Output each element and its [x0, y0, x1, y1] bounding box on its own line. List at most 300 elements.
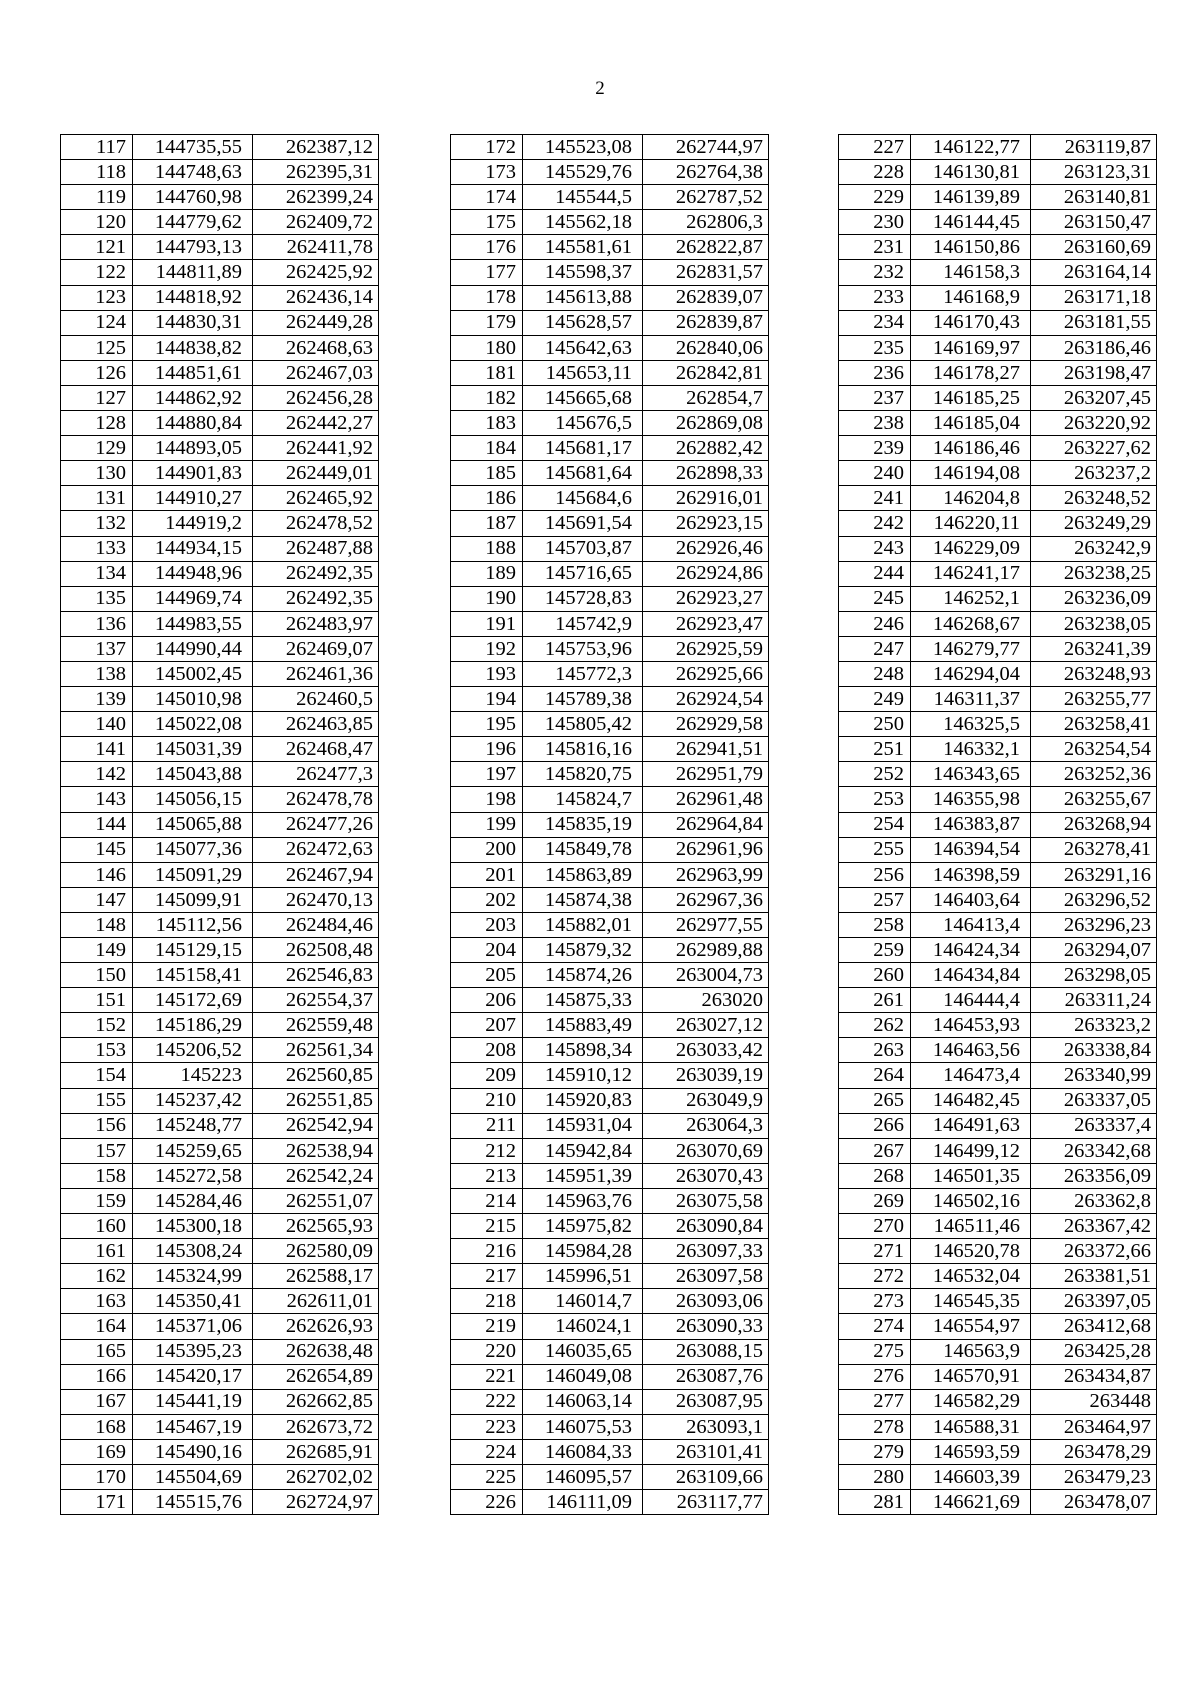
- table-row: [839, 687, 1157, 712]
- y-coordinate-cell: 263340,99: [1031, 1063, 1157, 1088]
- point-number-cell: 270: [839, 1214, 911, 1239]
- x-coordinate-cell: 145420,17: [133, 1364, 253, 1389]
- point-number-cell: 231: [839, 235, 911, 260]
- x-coordinate-cell: 146511,46: [911, 1214, 1031, 1239]
- table-row: [61, 1364, 379, 1389]
- table-row: [451, 1038, 769, 1063]
- point-number-cell: 217: [451, 1264, 523, 1289]
- table-row: [451, 1013, 769, 1038]
- point-number-cell: 192: [451, 636, 523, 661]
- x-coordinate-cell: 145223: [133, 1063, 253, 1088]
- table-row: [451, 511, 769, 536]
- point-number-cell: 246: [839, 611, 911, 636]
- point-number-cell: 207: [451, 1013, 523, 1038]
- table-row: [451, 787, 769, 812]
- x-coordinate-cell: 145789,38: [523, 687, 643, 712]
- point-number-cell: 225: [451, 1464, 523, 1489]
- point-number-cell: 184: [451, 436, 523, 461]
- point-number-cell: 150: [61, 963, 133, 988]
- table-row: [61, 360, 379, 385]
- y-coordinate-cell: 263140,81: [1031, 185, 1157, 210]
- y-coordinate-cell: 262611,01: [253, 1289, 379, 1314]
- x-coordinate-cell: 145206,52: [133, 1038, 253, 1063]
- y-coordinate-cell: 262492,35: [253, 586, 379, 611]
- table-row: [839, 486, 1157, 511]
- x-coordinate-cell: 145691,54: [523, 511, 643, 536]
- table-row: [61, 411, 379, 436]
- table-row: [61, 963, 379, 988]
- y-coordinate-cell: 262468,63: [253, 335, 379, 360]
- y-coordinate-cell: 263109,66: [643, 1464, 769, 1489]
- point-number-cell: 193: [451, 661, 523, 686]
- x-coordinate-cell: 146014,7: [523, 1289, 643, 1314]
- x-coordinate-cell: 146194,08: [911, 461, 1031, 486]
- x-coordinate-cell: 145835,19: [523, 812, 643, 837]
- x-coordinate-cell: 146554,97: [911, 1314, 1031, 1339]
- y-coordinate-cell: 263291,16: [1031, 862, 1157, 887]
- table-row: [61, 1439, 379, 1464]
- x-coordinate-cell: 145753,96: [523, 636, 643, 661]
- x-coordinate-cell: 145324,99: [133, 1264, 253, 1289]
- x-coordinate-cell: 145681,64: [523, 461, 643, 486]
- table-row: [61, 586, 379, 611]
- table-row: [451, 636, 769, 661]
- point-number-cell: 220: [451, 1339, 523, 1364]
- x-coordinate-cell: 144934,15: [133, 536, 253, 561]
- point-number-cell: 148: [61, 912, 133, 937]
- table-row: [839, 135, 1157, 160]
- point-number-cell: 260: [839, 963, 911, 988]
- table-row: [61, 1063, 379, 1088]
- x-coordinate-cell: 146024,1: [523, 1314, 643, 1339]
- point-number-cell: 279: [839, 1439, 911, 1464]
- y-coordinate-cell: 262477,3: [253, 762, 379, 787]
- y-coordinate-cell: 262806,3: [643, 210, 769, 235]
- y-coordinate-cell: 263258,41: [1031, 712, 1157, 737]
- y-coordinate-cell: 262967,36: [643, 887, 769, 912]
- y-coordinate-cell: 262839,87: [643, 310, 769, 335]
- table-row: [451, 1264, 769, 1289]
- point-number-cell: 145: [61, 837, 133, 862]
- table-row: [451, 1339, 769, 1364]
- table-row: [839, 661, 1157, 686]
- y-coordinate-cell: 262925,59: [643, 636, 769, 661]
- point-number-cell: 212: [451, 1138, 523, 1163]
- x-coordinate-cell: 145874,26: [523, 963, 643, 988]
- y-coordinate-cell: 263464,97: [1031, 1414, 1157, 1439]
- table-row: [61, 310, 379, 335]
- x-coordinate-cell: 145598,37: [523, 260, 643, 285]
- x-coordinate-cell: 146229,09: [911, 536, 1031, 561]
- point-number-cell: 119: [61, 185, 133, 210]
- point-number-cell: 190: [451, 586, 523, 611]
- point-number-cell: 245: [839, 586, 911, 611]
- y-coordinate-cell: 263412,68: [1031, 1314, 1157, 1339]
- y-coordinate-cell: 262898,33: [643, 461, 769, 486]
- table-row: [61, 1013, 379, 1038]
- point-number-cell: 141: [61, 737, 133, 762]
- x-coordinate-cell: 146311,37: [911, 687, 1031, 712]
- x-coordinate-cell: 145816,16: [523, 737, 643, 762]
- point-number-cell: 178: [451, 285, 523, 310]
- point-number-cell: 267: [839, 1138, 911, 1163]
- y-coordinate-cell: 263236,09: [1031, 586, 1157, 611]
- point-number-cell: 275: [839, 1339, 911, 1364]
- x-coordinate-cell: 145665,68: [523, 385, 643, 410]
- y-coordinate-cell: 262925,66: [643, 661, 769, 686]
- point-number-cell: 213: [451, 1163, 523, 1188]
- y-coordinate-cell: 263337,4: [1031, 1113, 1157, 1138]
- point-number-cell: 129: [61, 436, 133, 461]
- table-row: [839, 285, 1157, 310]
- table-row: [839, 1088, 1157, 1113]
- point-number-cell: 249: [839, 687, 911, 712]
- x-coordinate-cell: 144983,55: [133, 611, 253, 636]
- point-number-cell: 157: [61, 1138, 133, 1163]
- table-row: [451, 1214, 769, 1239]
- point-number-cell: 230: [839, 210, 911, 235]
- table-row: [451, 536, 769, 561]
- table-row: [61, 938, 379, 963]
- y-coordinate-cell: 262442,27: [253, 411, 379, 436]
- point-number-cell: 179: [451, 310, 523, 335]
- table-row: [839, 260, 1157, 285]
- table-row: [61, 1389, 379, 1414]
- table-row: [61, 385, 379, 410]
- y-coordinate-cell: 263004,73: [643, 963, 769, 988]
- point-number-cell: 257: [839, 887, 911, 912]
- y-coordinate-cell: 263164,14: [1031, 260, 1157, 285]
- x-coordinate-cell: 145504,69: [133, 1464, 253, 1489]
- table-row: [839, 360, 1157, 385]
- point-number-cell: 248: [839, 661, 911, 686]
- y-coordinate-cell: 263397,05: [1031, 1289, 1157, 1314]
- table-row: [61, 135, 379, 160]
- x-coordinate-cell: 145703,87: [523, 536, 643, 561]
- x-coordinate-cell: 145676,5: [523, 411, 643, 436]
- point-number-cell: 181: [451, 360, 523, 385]
- y-coordinate-cell: 263381,51: [1031, 1264, 1157, 1289]
- point-number-cell: 163: [61, 1289, 133, 1314]
- table-row: [839, 812, 1157, 837]
- table-row: [451, 461, 769, 486]
- y-coordinate-cell: 262977,55: [643, 912, 769, 937]
- point-number-cell: 175: [451, 210, 523, 235]
- y-coordinate-cell: 263238,25: [1031, 561, 1157, 586]
- point-number-cell: 167: [61, 1389, 133, 1414]
- point-number-cell: 124: [61, 310, 133, 335]
- y-coordinate-cell: 263039,19: [643, 1063, 769, 1088]
- x-coordinate-cell: 146049,08: [523, 1364, 643, 1389]
- point-number-cell: 234: [839, 310, 911, 335]
- table-row: [61, 912, 379, 937]
- x-coordinate-cell: 145879,32: [523, 938, 643, 963]
- table-row: [61, 611, 379, 636]
- y-coordinate-cell: 262463,85: [253, 712, 379, 737]
- y-coordinate-cell: 263090,84: [643, 1214, 769, 1239]
- y-coordinate-cell: 263088,15: [643, 1339, 769, 1364]
- point-number-cell: 127: [61, 385, 133, 410]
- y-coordinate-cell: 263093,1: [643, 1414, 769, 1439]
- point-number-cell: 265: [839, 1088, 911, 1113]
- table-row: [451, 1113, 769, 1138]
- y-coordinate-cell: 263434,87: [1031, 1364, 1157, 1389]
- table-row: [61, 712, 379, 737]
- y-coordinate-cell: 262964,84: [643, 812, 769, 837]
- x-coordinate-cell: 146491,63: [911, 1113, 1031, 1138]
- y-coordinate-cell: 262472,63: [253, 837, 379, 862]
- x-coordinate-cell: 145523,08: [523, 135, 643, 160]
- x-coordinate-cell: 145395,23: [133, 1339, 253, 1364]
- x-coordinate-cell: 145772,3: [523, 661, 643, 686]
- y-coordinate-cell: 263268,94: [1031, 812, 1157, 837]
- point-number-cell: 183: [451, 411, 523, 436]
- point-number-cell: 147: [61, 887, 133, 912]
- y-coordinate-cell: 263238,05: [1031, 611, 1157, 636]
- point-number-cell: 170: [61, 1464, 133, 1489]
- x-coordinate-cell: 145581,61: [523, 235, 643, 260]
- x-coordinate-cell: 145863,89: [523, 862, 643, 887]
- table-row: [61, 511, 379, 536]
- y-coordinate-cell: 263372,66: [1031, 1239, 1157, 1264]
- y-coordinate-cell: 262822,87: [643, 235, 769, 260]
- x-coordinate-cell: 145002,45: [133, 661, 253, 686]
- table-row: [451, 762, 769, 787]
- y-coordinate-cell: 263255,77: [1031, 687, 1157, 712]
- point-number-cell: 188: [451, 536, 523, 561]
- y-coordinate-cell: 262724,97: [253, 1490, 379, 1515]
- point-number-cell: 251: [839, 737, 911, 762]
- x-coordinate-cell: 145910,12: [523, 1063, 643, 1088]
- x-coordinate-cell: 146563,9: [911, 1339, 1031, 1364]
- table-row: [61, 636, 379, 661]
- point-number-cell: 250: [839, 712, 911, 737]
- x-coordinate-cell: 146593,59: [911, 1439, 1031, 1464]
- x-coordinate-cell: 144793,13: [133, 235, 253, 260]
- table-row: [839, 1289, 1157, 1314]
- x-coordinate-cell: 145099,91: [133, 887, 253, 912]
- point-number-cell: 240: [839, 461, 911, 486]
- y-coordinate-cell: 263254,54: [1031, 737, 1157, 762]
- x-coordinate-cell: 145684,6: [523, 486, 643, 511]
- y-coordinate-cell: 262483,97: [253, 611, 379, 636]
- coordinates-table-2: [450, 134, 769, 1515]
- y-coordinate-cell: 263342,68: [1031, 1138, 1157, 1163]
- y-coordinate-cell: 263356,09: [1031, 1163, 1157, 1188]
- y-coordinate-cell: 263064,3: [643, 1113, 769, 1138]
- x-coordinate-cell: 145112,56: [133, 912, 253, 937]
- table-row: [839, 611, 1157, 636]
- x-coordinate-cell: 146252,1: [911, 586, 1031, 611]
- point-number-cell: 196: [451, 737, 523, 762]
- point-number-cell: 255: [839, 837, 911, 862]
- point-number-cell: 205: [451, 963, 523, 988]
- point-number-cell: 121: [61, 235, 133, 260]
- x-coordinate-cell: 146139,89: [911, 185, 1031, 210]
- point-number-cell: 172: [451, 135, 523, 160]
- y-coordinate-cell: 262551,85: [253, 1088, 379, 1113]
- y-coordinate-cell: 262882,42: [643, 436, 769, 461]
- point-number-cell: 117: [61, 135, 133, 160]
- point-number-cell: 238: [839, 411, 911, 436]
- y-coordinate-cell: 262542,24: [253, 1163, 379, 1188]
- y-coordinate-cell: 262685,91: [253, 1439, 379, 1464]
- x-coordinate-cell: 144830,31: [133, 310, 253, 335]
- y-coordinate-cell: 262662,85: [253, 1389, 379, 1414]
- table-row: [839, 185, 1157, 210]
- x-coordinate-cell: 146294,04: [911, 661, 1031, 686]
- y-coordinate-cell: 262702,02: [253, 1464, 379, 1489]
- y-coordinate-cell: 263220,92: [1031, 411, 1157, 436]
- table-row: [61, 1214, 379, 1239]
- x-coordinate-cell: 146473,4: [911, 1063, 1031, 1088]
- y-coordinate-cell: 262744,97: [643, 135, 769, 160]
- point-number-cell: 143: [61, 787, 133, 812]
- point-number-cell: 151: [61, 988, 133, 1013]
- table-row: [451, 712, 769, 737]
- y-coordinate-cell: 263227,62: [1031, 436, 1157, 461]
- point-number-cell: 200: [451, 837, 523, 862]
- point-number-cell: 138: [61, 661, 133, 686]
- table-row: [839, 586, 1157, 611]
- y-coordinate-cell: 262961,48: [643, 787, 769, 812]
- table-row: [839, 1439, 1157, 1464]
- point-number-cell: 239: [839, 436, 911, 461]
- point-number-cell: 171: [61, 1490, 133, 1515]
- x-coordinate-cell: 145272,58: [133, 1163, 253, 1188]
- y-coordinate-cell: 263311,24: [1031, 988, 1157, 1013]
- y-coordinate-cell: 263171,18: [1031, 285, 1157, 310]
- x-coordinate-cell: 146185,04: [911, 411, 1031, 436]
- y-coordinate-cell: 262554,37: [253, 988, 379, 1013]
- x-coordinate-cell: 145022,08: [133, 712, 253, 737]
- x-coordinate-cell: 146355,98: [911, 787, 1031, 812]
- y-coordinate-cell: 263093,06: [643, 1289, 769, 1314]
- table-row: [451, 210, 769, 235]
- point-number-cell: 160: [61, 1214, 133, 1239]
- y-coordinate-cell: 263242,9: [1031, 536, 1157, 561]
- table-row: [61, 486, 379, 511]
- point-number-cell: 273: [839, 1289, 911, 1314]
- table-row: [61, 862, 379, 887]
- table-row: [839, 1163, 1157, 1188]
- table-row: [451, 963, 769, 988]
- y-coordinate-cell: 262478,78: [253, 787, 379, 812]
- table-row: [451, 1490, 769, 1515]
- y-coordinate-cell: 262869,08: [643, 411, 769, 436]
- point-number-cell: 272: [839, 1264, 911, 1289]
- x-coordinate-cell: 144851,61: [133, 360, 253, 385]
- x-coordinate-cell: 145490,16: [133, 1439, 253, 1464]
- y-coordinate-cell: 262460,5: [253, 687, 379, 712]
- point-number-cell: 223: [451, 1414, 523, 1439]
- y-coordinate-cell: 263087,95: [643, 1389, 769, 1414]
- x-coordinate-cell: 146588,31: [911, 1414, 1031, 1439]
- x-coordinate-cell: 146150,86: [911, 235, 1031, 260]
- table-row: [839, 210, 1157, 235]
- table-row: [839, 1138, 1157, 1163]
- table-row: [451, 1464, 769, 1489]
- x-coordinate-cell: 145077,36: [133, 837, 253, 862]
- y-coordinate-cell: 262924,86: [643, 561, 769, 586]
- table-row: [451, 812, 769, 837]
- point-number-cell: 134: [61, 561, 133, 586]
- y-coordinate-cell: 262467,94: [253, 862, 379, 887]
- point-number-cell: 222: [451, 1389, 523, 1414]
- point-number-cell: 254: [839, 812, 911, 837]
- x-coordinate-cell: 145091,29: [133, 862, 253, 887]
- table-row: [839, 1038, 1157, 1063]
- point-number-cell: 281: [839, 1490, 911, 1515]
- point-number-cell: 195: [451, 712, 523, 737]
- table-row: [839, 561, 1157, 586]
- y-coordinate-cell: 262787,52: [643, 185, 769, 210]
- table-row: [839, 737, 1157, 762]
- y-coordinate-cell: 263181,55: [1031, 310, 1157, 335]
- x-coordinate-cell: 145728,83: [523, 586, 643, 611]
- x-coordinate-cell: 144969,74: [133, 586, 253, 611]
- point-number-cell: 144: [61, 812, 133, 837]
- x-coordinate-cell: 145371,06: [133, 1314, 253, 1339]
- y-coordinate-cell: 262436,14: [253, 285, 379, 310]
- table-row: [839, 787, 1157, 812]
- point-number-cell: 276: [839, 1364, 911, 1389]
- table-row: [839, 536, 1157, 561]
- table-row: [451, 661, 769, 686]
- table-row: [61, 1038, 379, 1063]
- x-coordinate-cell: 146499,12: [911, 1138, 1031, 1163]
- point-number-cell: 226: [451, 1490, 523, 1515]
- table-row: [839, 335, 1157, 360]
- x-coordinate-cell: 146035,65: [523, 1339, 643, 1364]
- y-coordinate-cell: 262989,88: [643, 938, 769, 963]
- x-coordinate-cell: 145642,63: [523, 335, 643, 360]
- table-row: [61, 335, 379, 360]
- x-coordinate-cell: 146170,43: [911, 310, 1031, 335]
- y-coordinate-cell: 262924,54: [643, 687, 769, 712]
- point-number-cell: 155: [61, 1088, 133, 1113]
- coordinates-table-1: [60, 134, 379, 1515]
- x-coordinate-cell: 145653,11: [523, 360, 643, 385]
- y-coordinate-cell: 263160,69: [1031, 235, 1157, 260]
- y-coordinate-cell: 263150,47: [1031, 210, 1157, 235]
- y-coordinate-cell: 262638,48: [253, 1339, 379, 1364]
- point-number-cell: 277: [839, 1389, 911, 1414]
- table-row: [451, 285, 769, 310]
- x-coordinate-cell: 144862,92: [133, 385, 253, 410]
- table-row: [451, 687, 769, 712]
- x-coordinate-cell: 145515,76: [133, 1490, 253, 1515]
- point-number-cell: 258: [839, 912, 911, 937]
- y-coordinate-cell: 262492,35: [253, 561, 379, 586]
- point-number-cell: 201: [451, 862, 523, 887]
- table-row: [839, 1414, 1157, 1439]
- x-coordinate-cell: 144818,92: [133, 285, 253, 310]
- x-coordinate-cell: 145308,24: [133, 1239, 253, 1264]
- table-row: [61, 1464, 379, 1489]
- x-coordinate-cell: 145742,9: [523, 611, 643, 636]
- table-row: [451, 360, 769, 385]
- x-coordinate-cell: 144838,82: [133, 335, 253, 360]
- x-coordinate-cell: 145043,88: [133, 762, 253, 787]
- point-number-cell: 229: [839, 185, 911, 210]
- x-coordinate-cell: 146204,8: [911, 486, 1031, 511]
- table-row: [451, 1063, 769, 1088]
- x-coordinate-cell: 146434,84: [911, 963, 1031, 988]
- table-row: [451, 1414, 769, 1439]
- point-number-cell: 224: [451, 1439, 523, 1464]
- table-row: [839, 636, 1157, 661]
